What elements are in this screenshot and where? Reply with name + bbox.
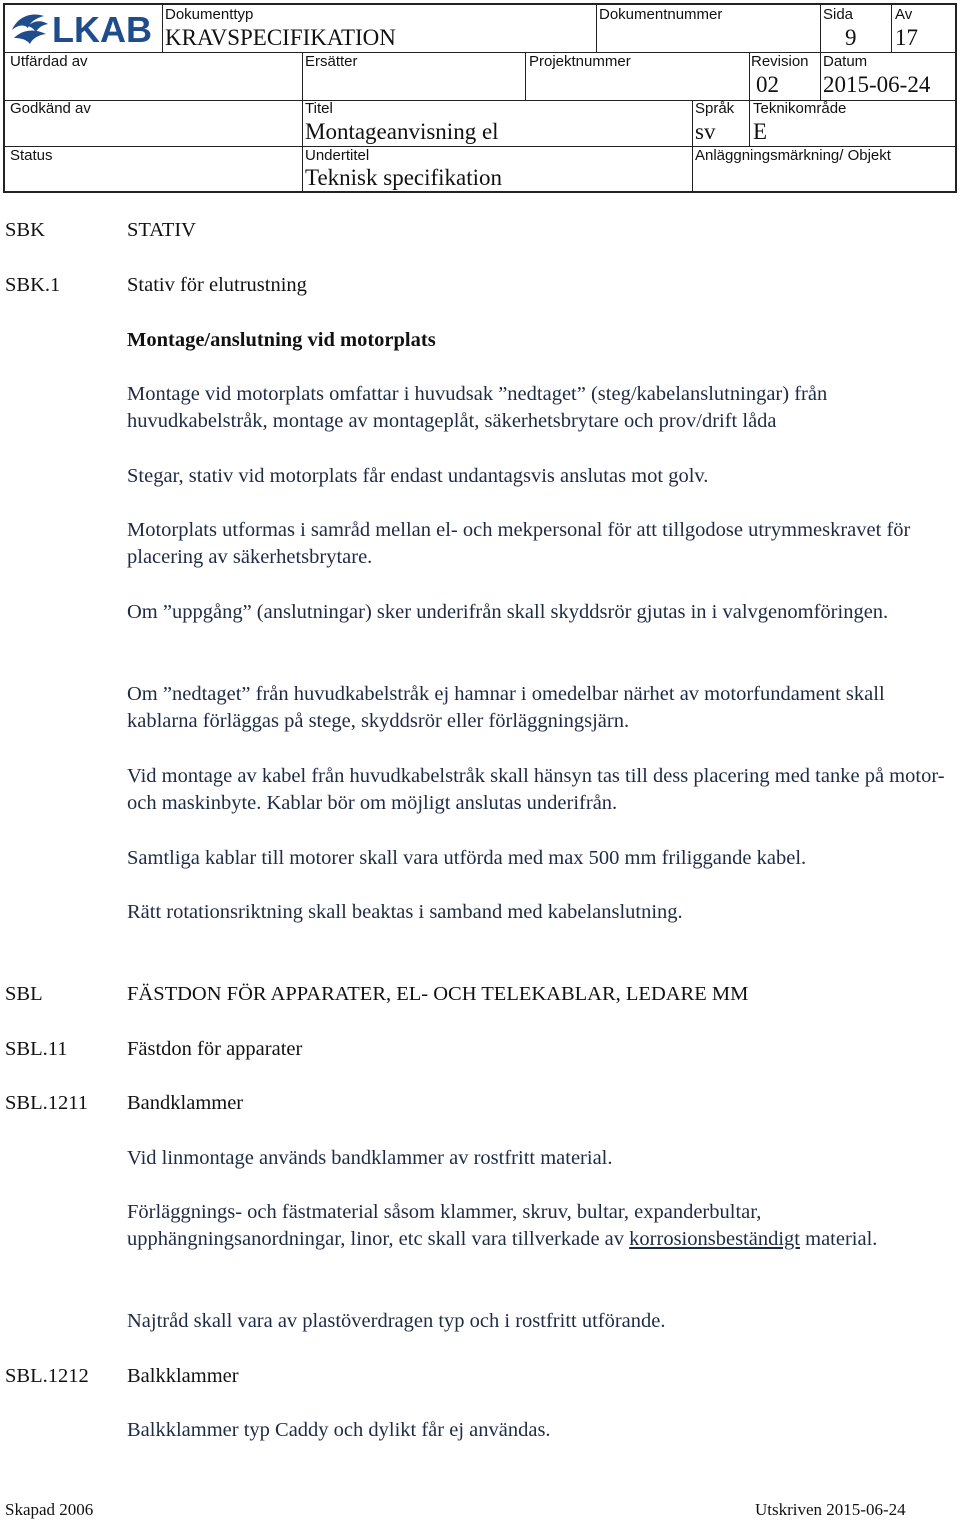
value-revision: 02 (756, 72, 779, 97)
svg-text:LKAB: LKAB (52, 9, 152, 48)
label-dokumentnummer: Dokumentnummer (599, 6, 723, 23)
header-col-divider (162, 5, 163, 52)
section-code-sbl1211: SBL.1211 (5, 1092, 88, 1114)
section-code-sbl: SBL (5, 983, 43, 1005)
label-status: Status (10, 147, 53, 164)
section-title-sbl11: Fästdon för apparater (127, 1038, 303, 1060)
value-av: 17 (895, 25, 918, 50)
paragraph-4: Om ”uppgång” (anslutningar) sker underifrån skall skyddsrör gjutas in i valvgenomföringen. (127, 601, 889, 623)
label-sida: Sida (823, 6, 854, 23)
header-col-divider (596, 5, 597, 52)
label-ersatter: Ersätter (305, 53, 358, 70)
label-datum: Datum (823, 53, 868, 70)
value-teknikomrade: E (753, 119, 768, 144)
header-col-divider (525, 52, 526, 100)
paragraph-3: Motorplats utformas i samråd mellan el- och mekpersonal för att tillgodose utrymmeskravet för placering av säkerhetsbrytare. (127, 519, 911, 568)
paragraph-11: Najtråd skall vara av plastöverdragen typ och i rostfritt utförande. (127, 1310, 666, 1332)
label-sprak: Språk (695, 100, 735, 117)
label-godkand-av: Godkänd av (10, 100, 91, 117)
value-undertitel: Teknisk specifikation (305, 165, 503, 190)
section-title-sbk: STATIV (127, 219, 196, 241)
paragraph-12: Balkklammer typ Caddy och dylikt får ej användas. (127, 1419, 551, 1441)
paragraph-7: Samtliga kablar till motorer skall vara utförda med max 500 mm friliggande kabel. (127, 847, 807, 869)
section-code-sbk1: SBK.1 (5, 274, 61, 296)
label-undertitel: Undertitel (305, 147, 370, 164)
label-anlaggningsmarkning: Anläggningsmärkning/ Objekt (695, 147, 891, 164)
section-title-sbk1: Stativ för elutrustning (127, 274, 307, 296)
paragraph-10-text-b: material. (800, 1228, 878, 1250)
label-teknikomrade: Teknikområde (753, 100, 847, 117)
section-code-sbk: SBK (5, 219, 45, 241)
header-col-divider (891, 5, 892, 52)
section-title-sbl: FÄSTDON FÖR APPARATER, EL- OCH TELEKABLAR, LEDARE MM (127, 983, 749, 1005)
paragraph-2: Stegar, stativ vid motorplats får endast undantagsvis anslutas mot golv. (127, 465, 709, 487)
value-sprak: sv (695, 119, 716, 144)
header-col-divider (820, 5, 821, 100)
header-row-divider (5, 52, 955, 53)
value-datum: 2015-06-24 (823, 72, 931, 97)
label-projektnummer: Projektnummer (529, 53, 631, 70)
label-av: Av (895, 6, 913, 23)
header-col-divider (302, 52, 303, 191)
label-utfardad-av: Utfärdad av (10, 53, 88, 70)
subheading-montage: Montage/anslutning vid motorplats (127, 329, 436, 351)
paragraph-1: Montage vid motorplats omfattar i huvudsak ”nedtaget” (steg/kabelanslutningar) från huvudkabelstråk, montage av montageplåt, säkerhetsbrytare och prov/drift låda (127, 383, 828, 432)
lkab-logo (10, 8, 160, 48)
value-titel: Montageanvisning el (305, 119, 499, 144)
header-col-divider (692, 100, 693, 191)
paragraph-10 (127, 1199, 957, 1253)
section-title-sbl1211: Bandklammer (127, 1092, 244, 1114)
section-code-sbl11: SBL.11 (5, 1038, 68, 1060)
label-dokumenttyp: Dokumenttyp (165, 6, 254, 23)
paragraph-8: Rätt rotationsriktning skall beaktas i samband med kabelanslutning. (127, 901, 683, 923)
label-titel: Titel (305, 100, 333, 117)
footer-created: Skapad 2006 (5, 1500, 94, 1519)
footer-printed: Utskriven 2015-06-24 (755, 1500, 906, 1519)
section-code-sbl1212: SBL.1212 (5, 1365, 89, 1387)
label-revision: Revision (751, 53, 809, 70)
section-title-sbl1212: Balkklammer (127, 1365, 239, 1387)
value-sida: 9 (845, 25, 857, 50)
value-dokumenttyp: KRAVSPECIFIKATION (165, 25, 396, 50)
paragraph-9: Vid linmontage används bandklammer av rostfritt material. (127, 1147, 613, 1169)
paragraph-6: Vid montage av kabel från huvudkabelstråk skall hänsyn tas till dess placering med tanke på motor- och maskinbyte. Kablar bör om möjligt anslutas underifrån. (127, 765, 945, 814)
header-col-divider (749, 52, 750, 146)
paragraph-5: Om ”nedtaget” från huvudkabelstråk ej hamnar i omedelbar närhet av motorfundament skall kablarna förläggas på stege, skyddsrör eller förläggningsjärn. (127, 683, 885, 732)
paragraph-10-text-a: Förläggnings- och fästmaterial såsom klammer, skruv, bultar, expanderbultar, upphängningsanordningar, linor, etc skall vara tillverkade av (127, 1201, 762, 1250)
korrosionsbestandigt-link[interactable]: korrosionsbeständigt (629, 1228, 800, 1250)
